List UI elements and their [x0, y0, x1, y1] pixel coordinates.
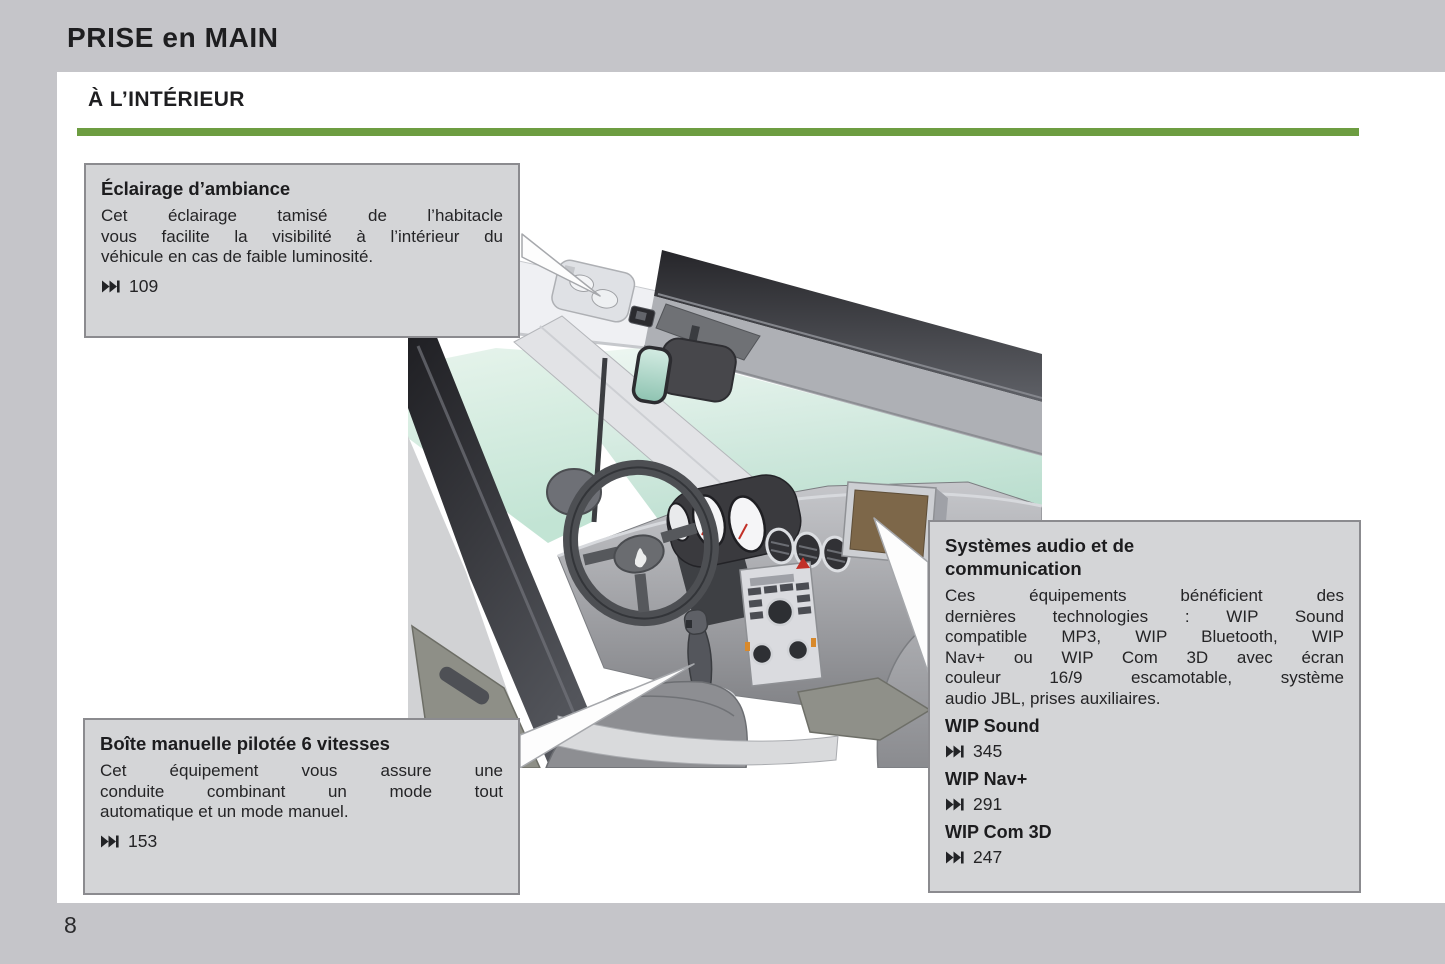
page-number: 8	[64, 912, 77, 938]
page-ref-icon	[945, 851, 964, 864]
body-line: automatique et un mode manuel.	[100, 802, 349, 821]
body-line: Cet éclairage tamisé de l’habitacle	[101, 206, 503, 225]
header-band	[0, 0, 1445, 72]
page-ref-icon	[100, 835, 119, 848]
body-line: audio JBL, prises auxiliaires.	[945, 688, 1161, 708]
ref-label: WIP Sound	[945, 716, 1040, 736]
body-line: dernières technologies : WIP Sound	[945, 606, 1344, 626]
page-reference	[945, 847, 1344, 868]
callout-title: Éclairage d’ambiance	[101, 178, 291, 199]
page-ref-icon	[101, 280, 120, 293]
callout-gearbox	[83, 718, 520, 895]
body-line: Cet équipement vous assure une	[100, 761, 503, 780]
content-panel	[57, 72, 1445, 903]
center-console	[740, 557, 822, 686]
body-line: véhicule en cas de faible luminosité.	[101, 247, 374, 266]
body-line: Ces équipements bénéficient des	[945, 586, 1344, 605]
body-line: vous facilite la visibilité à l’intérieur du	[101, 226, 503, 246]
page-reference	[945, 794, 1344, 815]
body-line: compatible MP3, WIP Bluetooth, WIP	[945, 627, 1344, 646]
climate-knob	[788, 640, 808, 660]
callout-title: Boîte manuelle pilotée 6 vitesses	[100, 733, 390, 754]
callout-title: Systèmes audio et de communication	[945, 535, 1135, 579]
ref-label: WIP Com 3D	[945, 822, 1052, 842]
page-title: PRISE en MAIN	[67, 22, 279, 53]
ref-page-number: 345	[973, 741, 1003, 761]
section-title: À L’INTÉRIEUR	[88, 88, 245, 111]
footer-band	[0, 903, 1445, 964]
body-line: couleur 16/9 escamotable, système	[945, 668, 1344, 687]
page-reference	[100, 831, 503, 852]
page-reference	[101, 276, 503, 297]
body-line: Nav+ ou WIP Com 3D avec écran	[945, 647, 1344, 667]
page-ref-icon	[945, 745, 964, 758]
ref-page-number: 153	[128, 830, 158, 851]
body-line: conduite combinant un mode tout	[100, 781, 503, 801]
ref-page-number: 109	[129, 275, 159, 296]
callout-ambient-lighting	[84, 163, 520, 338]
ref-page-number: 247	[973, 847, 1003, 867]
page-reference	[945, 741, 1344, 762]
callout-audio-systems	[928, 520, 1361, 893]
climate-knob	[752, 644, 772, 664]
ref-label: WIP Nav+	[945, 769, 1028, 789]
section-divider	[77, 128, 1359, 136]
ref-page-number: 291	[973, 794, 1003, 814]
page-ref-icon	[945, 798, 964, 811]
